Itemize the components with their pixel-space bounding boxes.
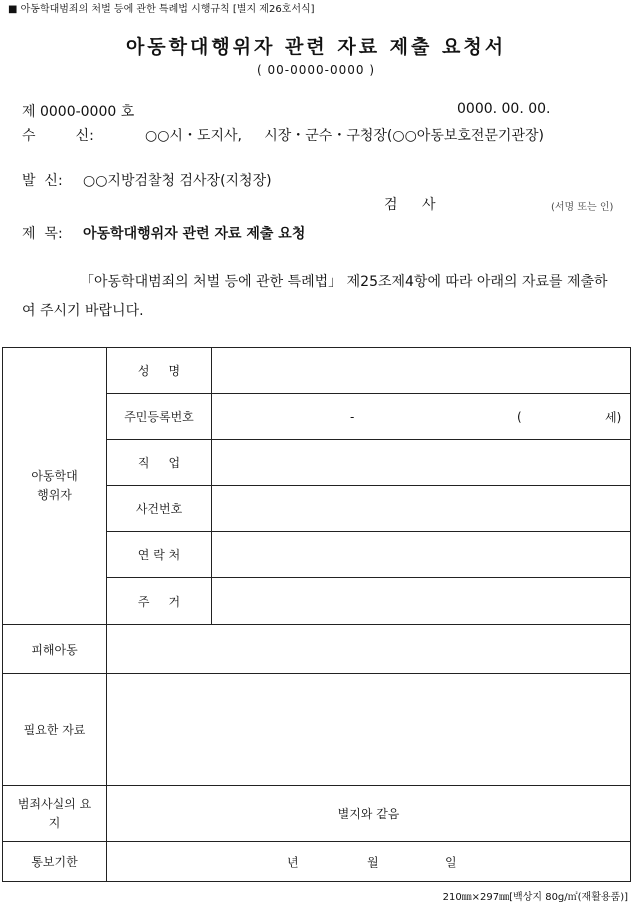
document-title: 아동학대행위자 관련 자료 제출 요청서 xyxy=(125,36,507,58)
deadline-day-unit: 일 xyxy=(445,855,457,869)
document-number: 제 0000-0000 호 xyxy=(22,104,135,120)
address-label: 주 거 xyxy=(107,578,212,625)
contact-label: 연 락 처 xyxy=(107,532,212,578)
job-field[interactable] xyxy=(212,440,631,486)
signature-note: (서명 또는 인) xyxy=(551,202,614,213)
deadline-year-unit: 년 xyxy=(287,855,299,869)
recipient-value: ○○시・도지사, 시장・군수・구청장(○○아동보호전문기관장) xyxy=(145,128,544,144)
required-materials-field[interactable] xyxy=(107,674,631,786)
sender-value: ○○지방검찰청 검사장(지청장) xyxy=(83,173,272,189)
age-close-label: 세) xyxy=(605,410,622,424)
offender-group-label-line2: 행위자 xyxy=(37,488,72,502)
case-number-label: 사건번호 xyxy=(107,486,212,532)
rrn-label: 주민등록번호 xyxy=(107,394,212,440)
request-form-table xyxy=(2,347,631,882)
rrn-field[interactable] xyxy=(212,394,631,440)
signer-label: 검 사 xyxy=(384,197,446,213)
contact-field[interactable] xyxy=(212,532,631,578)
required-materials-label: 필요한 자료 xyxy=(3,674,107,786)
deadline-label: 통보기한 xyxy=(3,842,107,882)
crime-summary-value: 별지와 같음 xyxy=(107,786,631,842)
victim-child-label: 피해아동 xyxy=(3,625,107,674)
form-reference-note: ■ 아동학대범죄의 처벌 등에 관한 특례법 시행규칙 [별지 제26호서식] xyxy=(8,4,315,15)
rrn-dash: - xyxy=(350,409,355,424)
crime-summary-label xyxy=(3,786,107,842)
sender-label: 발 신: xyxy=(22,173,63,189)
job-label: 직 업 xyxy=(107,440,212,486)
crime-summary-label-line2: 지 xyxy=(48,815,61,830)
document-date: 0000. 00. 00. xyxy=(457,101,551,117)
recipient-label: 수 신: xyxy=(22,128,94,144)
age-open-paren: ( xyxy=(517,409,522,424)
subject-label: 제 목: xyxy=(22,226,63,242)
deadline-month-unit: 월 xyxy=(367,855,379,869)
victim-child-field[interactable] xyxy=(107,625,631,674)
subject-value: 아동학대행위자 관련 자료 제출 요청 xyxy=(83,226,306,242)
case-number-field[interactable] xyxy=(212,486,631,532)
offender-group-label xyxy=(3,348,107,625)
form-number: ( 00-0000-0000 ) xyxy=(257,63,375,77)
request-body-text: 「아동학대범죄의 처벌 등에 관한 특례법」 제25조제4항에 따라 아래의 자료를 제출하여 주시기 바랍니다. xyxy=(22,274,608,319)
name-field[interactable] xyxy=(212,348,631,394)
deadline-field[interactable] xyxy=(107,842,631,882)
name-label: 성 명 xyxy=(107,348,212,394)
paper-spec-footer: 210㎜×297㎜[백상지 80g/㎡(재활용품)] xyxy=(442,892,628,903)
crime-summary-label-line1: 범죄사실의 요 xyxy=(17,796,92,811)
address-field[interactable] xyxy=(212,578,631,625)
offender-group-label-line1: 아동학대 xyxy=(31,469,78,483)
